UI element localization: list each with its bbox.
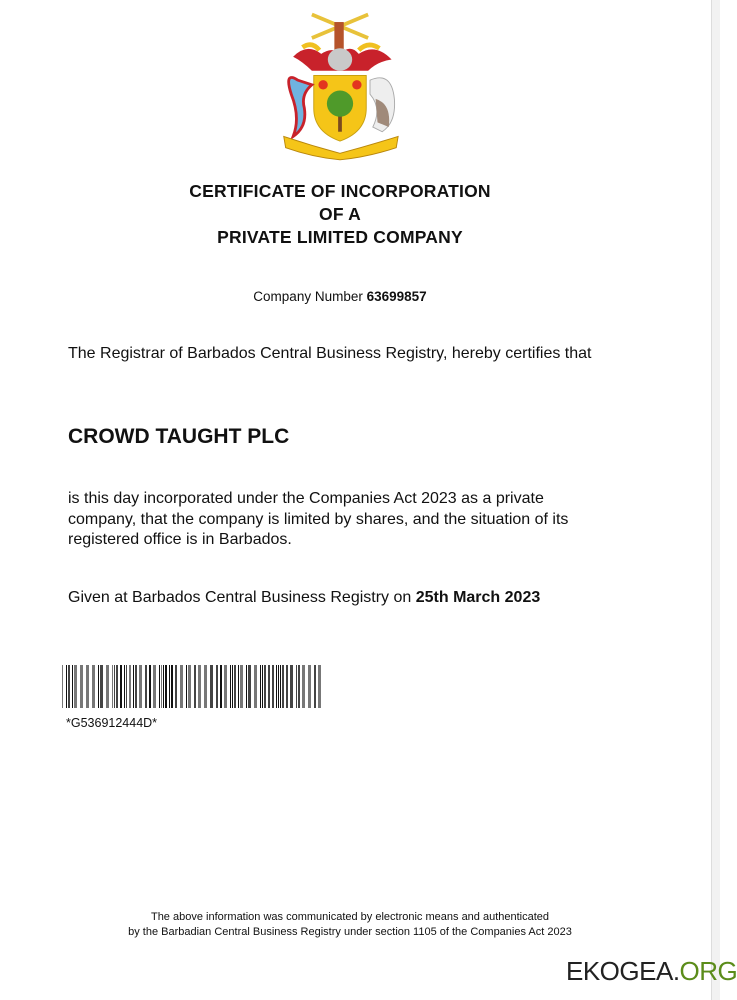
coat-of-arms-logo [265, 5, 415, 160]
barcode-bar [216, 665, 218, 708]
barcode-bar [126, 665, 127, 708]
barcode-bar [248, 665, 251, 708]
barcode-bar [180, 665, 183, 708]
given-text [68, 588, 628, 609]
barcode-bar [238, 665, 239, 708]
company-number-label: Company Number [253, 289, 363, 304]
barcode-bar [124, 665, 125, 708]
barcode-bar [165, 665, 167, 708]
barcode-bar [204, 665, 207, 708]
barcode-bar [106, 665, 109, 708]
barcode-bar [129, 665, 131, 708]
barcode-bar [308, 665, 311, 708]
barcode-bar [220, 665, 222, 708]
barcode-bar [153, 665, 156, 708]
title-line-1: CERTIFICATE OF INCORPORATION [189, 181, 491, 201]
barcode-bar [272, 665, 274, 708]
barcode-bar [290, 665, 293, 708]
barcode-bar [80, 665, 83, 708]
barcode-bar [240, 665, 243, 708]
certifies-text: The Registrar of Barbados Central Business Registry, hereby certifies that [68, 345, 592, 362]
barcode-bar [246, 665, 247, 708]
barcode-bar [92, 665, 95, 708]
company-number [0, 289, 680, 304]
barcode-bar [86, 665, 89, 708]
barcode-bar [210, 665, 213, 708]
barcode-bar [175, 665, 177, 708]
barcode-bar [194, 665, 196, 708]
barcode-bar [112, 665, 113, 708]
barcode-bar [298, 665, 300, 708]
barcode-bar [198, 665, 201, 708]
footer-line-2: by the Barbadian Central Business Registry under section 1105 of the Companies Act 2023 [128, 926, 572, 938]
barcode-bar [72, 665, 73, 708]
barcode-bar [163, 665, 164, 708]
barcode-bar [254, 665, 257, 708]
footer-line-1: The above information was communicated by electronic means and authenticated [150, 911, 550, 923]
barcode-bar [282, 665, 284, 708]
barcode-bar [278, 665, 279, 708]
title-line-3: PRIVATE LIMITED COMPANY [217, 227, 463, 247]
barcode-bar [264, 665, 266, 708]
watermark [566, 956, 737, 987]
barcode-bar [68, 665, 70, 708]
watermark-suffix: ORG [679, 956, 737, 986]
barcode-bar [159, 665, 160, 708]
certificate-title [0, 180, 680, 249]
barcode-bar [186, 665, 187, 708]
barcode-bar [149, 665, 151, 708]
company-number-value: 63699857 [366, 289, 427, 304]
incorporation-text: is this day incorporated under the Companies Act 2023 as a private company, that the company is limited by shares, and the situation of its registered office is in Barbados. [68, 490, 569, 548]
barcode-bar [171, 665, 173, 708]
barcode-bar [114, 665, 115, 708]
barcode-bar [302, 665, 305, 708]
barcode-bar [169, 665, 170, 708]
barcode-bar [145, 665, 147, 708]
barcode-bar [230, 665, 231, 708]
given-prefix: Given at Barbados Central Business Registry on [68, 589, 412, 606]
barcode-bar [232, 665, 233, 708]
barcode-bar [98, 665, 99, 708]
barcode-bar [260, 665, 261, 708]
barcode-bar [318, 665, 321, 708]
barcode-bar [234, 665, 236, 708]
barcode-bar [188, 665, 191, 708]
barcode-bar [74, 665, 77, 708]
page-edge [711, 0, 720, 1000]
barcode-bar [276, 665, 277, 708]
title-line-2: OF A [319, 204, 361, 224]
footer-note [0, 910, 700, 940]
barcode-bar [262, 665, 263, 708]
barcode-bar [280, 665, 281, 708]
barcode-bar [139, 665, 142, 708]
barcode-bar [161, 665, 162, 708]
barcode-bar [120, 665, 122, 708]
barcode-bar [133, 665, 134, 708]
barcode-bar [314, 665, 316, 708]
barcode-text: *G536912444D* [66, 716, 158, 730]
barcode-bar [286, 665, 288, 708]
watermark-main: EKOGEA. [566, 956, 680, 986]
barcode-bar [296, 665, 297, 708]
barcode-bar [66, 665, 67, 708]
company-name: CROWD TAUGHT PLC [68, 425, 290, 448]
barcode-bar [100, 665, 103, 708]
barcode-bar [268, 665, 270, 708]
given-date: 25th March 2023 [415, 589, 541, 606]
barcode-bar [224, 665, 227, 708]
barcode-bar [135, 665, 137, 708]
barcode-bar [62, 665, 63, 708]
barcode-bar [116, 665, 118, 708]
barcode [62, 665, 324, 708]
